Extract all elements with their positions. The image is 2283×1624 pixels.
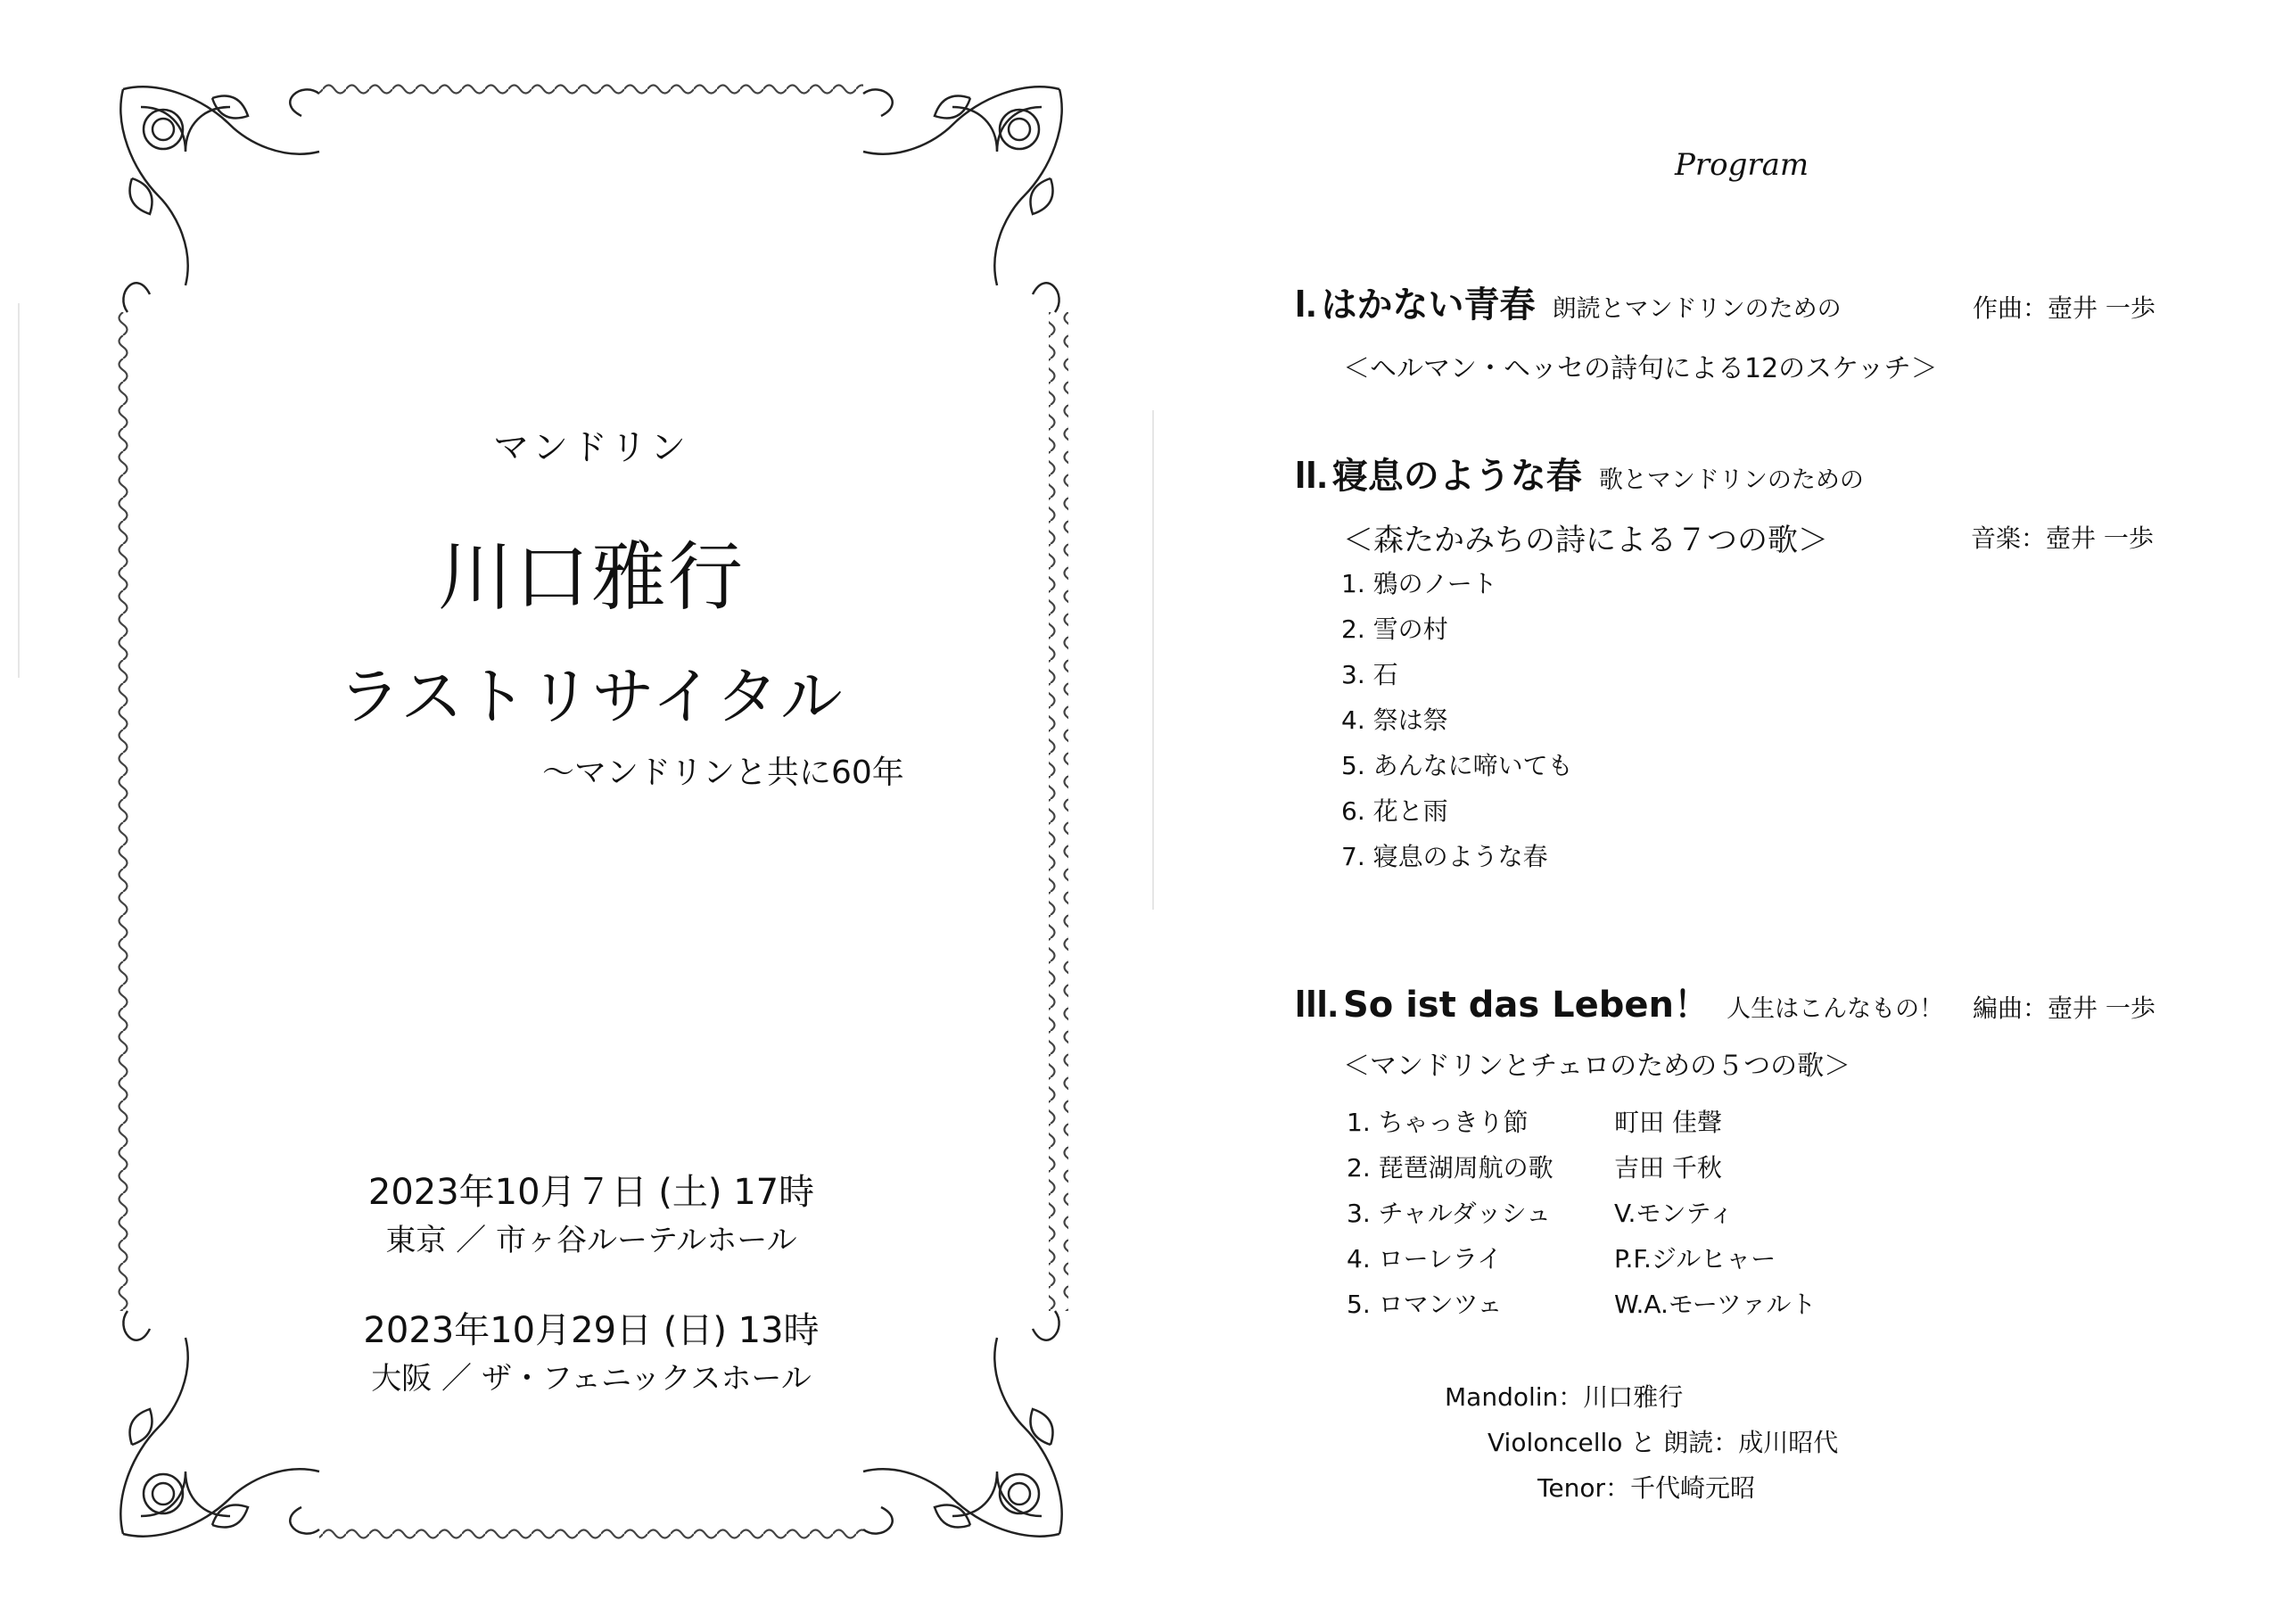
program-section-heading: [1295, 977, 1943, 1027]
section-title: So ist das Leben！: [1343, 985, 1710, 1026]
item-composer: V.モンティ: [1614, 1199, 1735, 1228]
section-numeral: III.: [1295, 982, 1339, 1026]
item-title: 3. チャルダッシュ: [1347, 1199, 1552, 1228]
cover-instrument: マンドリン: [493, 427, 689, 468]
concert-date: 2023年10月７日 (土) 17時: [367, 1172, 815, 1213]
program-section-heading: [1295, 276, 1842, 327]
item-title: 5. ロマンツェ: [1347, 1290, 1503, 1319]
performer-credit: Mandolin：川口雅行: [1445, 1382, 1684, 1412]
performer-credit: Tenor：千代崎元昭: [1537, 1473, 1755, 1503]
item-composer: W.A.モーツァルト: [1614, 1290, 1817, 1319]
program-item: [1347, 1285, 1817, 1321]
program-item: [1347, 1103, 1722, 1139]
program-item: [1347, 1240, 1776, 1275]
section-inline-subtitle: 歌とマンドリンのための: [1598, 466, 1864, 494]
item-title: 2. 琵琶湖周航の歌: [1347, 1153, 1554, 1183]
scan-mark: [1152, 410, 1154, 910]
program-item: 4. 祭は祭: [1341, 705, 1448, 735]
program-item: 3. 石: [1341, 660, 1398, 689]
cover-subtitle: 〜マンドリンと共に60年: [542, 754, 904, 791]
program-title: Program: [1675, 147, 1809, 183]
section-title: 寝息のような春: [1331, 456, 1582, 497]
section-title: はかない青春: [1321, 284, 1536, 326]
item-title: 4. ローレライ: [1347, 1244, 1503, 1274]
cover-performer-name: 川口雅行: [437, 533, 745, 621]
section-credit: 作曲：壺井 一歩: [1973, 293, 2155, 323]
concert-date: 2023年10月29日 (日) 13時: [363, 1310, 820, 1351]
cover-panel: [114, 80, 1068, 1543]
section-numeral: I.: [1295, 282, 1317, 326]
item-composer: 町田 佳聲: [1614, 1108, 1722, 1137]
concert-venue: 東京 ／ 市ヶ谷ルーテルホール: [385, 1223, 797, 1258]
cover-recital-title: ラストリサイタル: [338, 660, 845, 733]
program-section-heading: [1295, 448, 1864, 499]
performer-credit: Violoncello と 朗読：成川昭代: [1488, 1428, 1839, 1457]
scan-mark: [18, 303, 20, 678]
section-inline-subtitle: 朗読とマンドリンのための: [1552, 295, 1842, 323]
section-inline-subtitle: 人生はこんなもの！: [1727, 995, 1944, 1023]
program-item: 7. 寝息のような春: [1341, 842, 1548, 871]
item-composer: 吉田 千秋: [1614, 1153, 1722, 1183]
program-item: 1. 鴉のノート: [1341, 569, 1497, 598]
program-item: 2. 雪の村: [1341, 614, 1448, 644]
section-subtitle: ＜ヘルマン・ヘッセの詩句による12のスケッチ＞: [1343, 353, 1938, 384]
section-credit: 音楽：壺井 一歩: [1971, 523, 2154, 553]
section-credit: 編曲：壺井 一歩: [1973, 993, 2155, 1023]
section-numeral: II.: [1295, 453, 1328, 497]
program-panel: [1249, 0, 2229, 1624]
program-item: [1347, 1194, 1735, 1230]
section-subtitle: ＜森たかみちの詩による７つの歌＞: [1343, 523, 1828, 558]
section-subtitle: ＜マンドリンとチェロのための５つの歌＞: [1343, 1051, 1851, 1082]
item-title: 1. ちゃっきり節: [1347, 1108, 1529, 1137]
concert-venue: 大阪 ／ ザ・フェニックスホール: [371, 1361, 812, 1397]
program-item: 6. 花と雨: [1341, 796, 1448, 826]
program-item: 5. あんなに啼いても: [1341, 751, 1573, 780]
item-composer: P.F.ジルヒャー: [1614, 1244, 1776, 1274]
program-item: [1347, 1149, 1722, 1184]
